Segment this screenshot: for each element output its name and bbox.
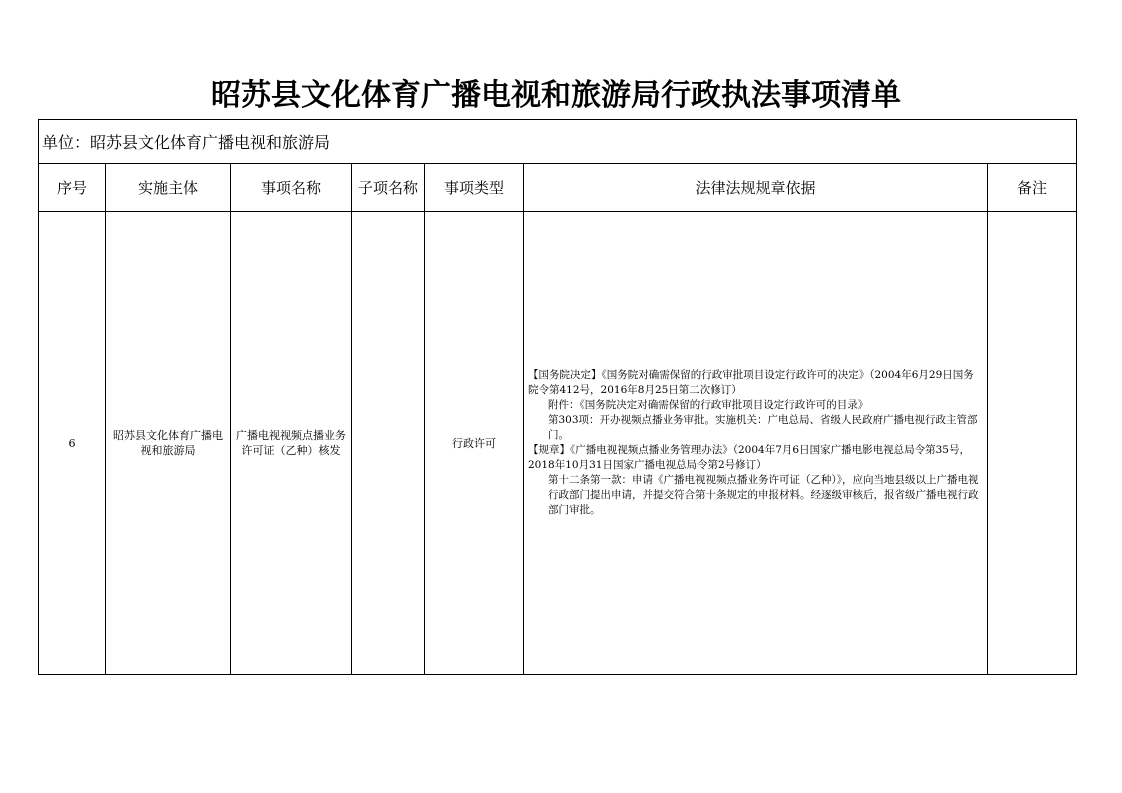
header-subject: 实施主体 (106, 164, 231, 212)
cell-item-type: 行政许可 (425, 212, 524, 675)
legal-basis-paragraph: 第十二条第一款：申请《广播电视视频点播业务许可证（乙种）》，应向当地县级以上广播电视行政部门提出申请，并提交符合第十条规定的申报材料。经逐级审核后，报省级广播电视行政部门审批。 (548, 474, 979, 516)
table-row (39, 212, 1077, 675)
header-item-type: 事项类型 (425, 164, 524, 212)
unit-row (39, 120, 1077, 164)
header-index: 序号 (39, 164, 106, 212)
cell-item-name: 广播电视视频点播业务许可证（乙种）核发 (231, 212, 352, 675)
legal-basis-paragraph: 【国务院决定】《国务院对确需保留的行政审批项目设定行政许可的决定》（2004年6月29日国务院令第412号，2016年8月25日第二次修订） (528, 369, 974, 396)
header-remark: 备注 (988, 164, 1077, 212)
cell-sub-item-name (352, 212, 425, 675)
enforcement-items-table (38, 119, 1077, 675)
cell-legal-basis (524, 212, 988, 675)
header-row (39, 164, 1077, 212)
page-title: 昭苏县文化体育广播电视和旅游局行政执法事项清单 (211, 78, 901, 113)
header-legal-basis: 法律法规规章依据 (524, 164, 988, 212)
header-sub-item-name: 子项名称 (352, 164, 425, 212)
legal-basis-paragraph: 附件：《国务院决定对确需保留的行政审批项目设定行政许可的目录》 (548, 399, 869, 411)
cell-remark (988, 212, 1077, 675)
legal-basis-paragraph: 第303项：开办视频点播业务审批。实施机关：广电总局、省级人民政府广播电视行政主管部门。 (548, 414, 978, 441)
header-item-name: 事项名称 (231, 164, 352, 212)
unit-label: 单位：昭苏县文化体育广播电视和旅游局 (39, 120, 1077, 164)
cell-index: 6 (39, 212, 106, 675)
cell-subject: 昭苏县文化体育广播电视和旅游局 (106, 212, 231, 675)
legal-basis-paragraph: 【规章】《广播电视视频点播业务管理办法》（2004年7月6日国家广播电影电视总局令第35号，2018年10月31日国家广播电视总局令第2号修订） (528, 444, 970, 471)
